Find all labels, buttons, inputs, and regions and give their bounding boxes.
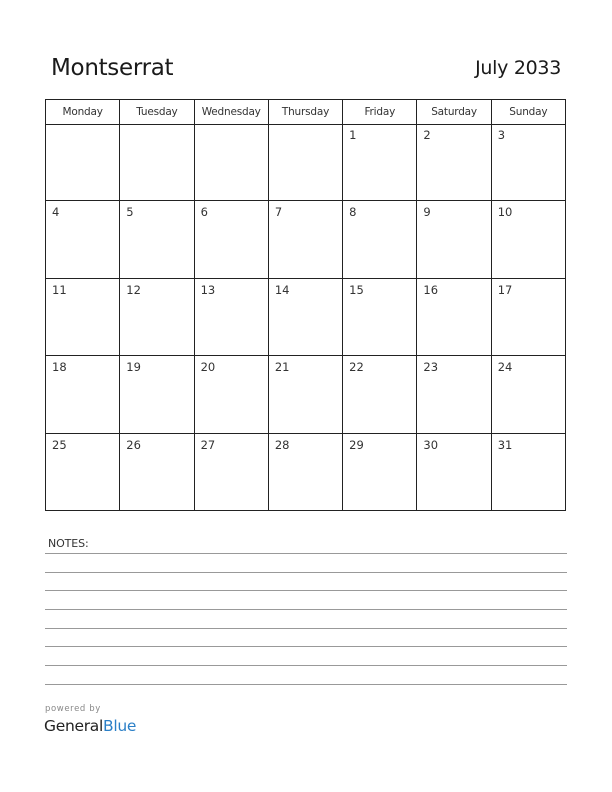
day-cell	[492, 124, 566, 201]
day-number: 1	[349, 128, 357, 142]
day-cell	[120, 201, 194, 278]
day-number: 7	[274, 205, 283, 220]
powered-by-text: powered by	[45, 704, 101, 714]
notes-line	[45, 609, 567, 610]
day-number: 25	[52, 437, 67, 452]
day-cell	[269, 124, 343, 201]
day-number: 5	[126, 205, 134, 220]
day-cell	[195, 279, 269, 356]
day-cell	[269, 434, 343, 511]
day-number: 19	[126, 360, 141, 375]
day-cell	[343, 356, 417, 433]
day-number: 13	[200, 282, 216, 297]
day-cell	[195, 124, 269, 201]
day-number: 21	[274, 360, 290, 375]
weekday-header: Friday	[343, 100, 417, 125]
weekday-header: Tuesday	[120, 100, 194, 125]
day-cell	[343, 124, 417, 201]
day-number: 6	[200, 205, 208, 220]
notes-line	[45, 572, 567, 573]
notes-line	[45, 628, 567, 629]
day-number: 2	[423, 128, 431, 142]
calendar-title: Montserrat	[51, 55, 174, 81]
day-cell	[120, 124, 194, 201]
day-cell	[417, 279, 491, 356]
notes-label: NOTES:	[48, 537, 89, 550]
day-number: 3	[497, 128, 506, 142]
calendar-month: July 2033	[475, 57, 561, 79]
day-number: 8	[349, 205, 357, 220]
day-number: 14	[274, 282, 290, 297]
weekday-header: Monday	[46, 100, 120, 125]
day-cell	[46, 201, 120, 278]
notes-line	[45, 665, 567, 666]
day-cell	[46, 434, 120, 511]
day-cell	[46, 279, 120, 356]
day-cell	[269, 201, 343, 278]
weekday-header: Wednesday	[195, 100, 269, 125]
day-cell	[195, 201, 269, 278]
day-cell	[417, 124, 491, 201]
day-number: 11	[52, 282, 67, 297]
day-cell	[492, 279, 566, 356]
day-cell	[417, 201, 491, 278]
day-cell	[269, 279, 343, 356]
day-number: 9	[423, 205, 431, 220]
day-number: 10	[497, 205, 513, 220]
day-cell	[343, 279, 417, 356]
day-cell	[269, 356, 343, 433]
day-number: 12	[126, 282, 141, 297]
day-number: 30	[423, 437, 439, 452]
day-cell	[492, 356, 566, 433]
notes-line	[45, 684, 567, 685]
day-number: 23	[423, 360, 439, 375]
notes-line	[45, 646, 567, 647]
day-cell	[195, 434, 269, 511]
week-row	[46, 434, 566, 511]
notes-line	[45, 590, 567, 591]
weekday-header: Saturday	[417, 100, 491, 125]
day-cell	[195, 356, 269, 433]
week-row	[46, 279, 566, 356]
day-number: 26	[126, 437, 141, 452]
day-cell	[492, 434, 566, 511]
day-number: 31	[497, 437, 513, 452]
day-cell	[343, 201, 417, 278]
day-cell	[417, 356, 491, 433]
day-number: 22	[349, 360, 364, 375]
weekday-header: Thursday	[269, 100, 343, 125]
brand-logo-general: General	[44, 717, 103, 735]
weekday-header-row	[46, 100, 566, 124]
week-row	[46, 124, 566, 201]
calendar-grid	[45, 99, 566, 511]
day-cell	[120, 356, 194, 433]
day-number: 4	[52, 205, 60, 220]
day-number: 28	[274, 437, 290, 452]
weekday-header: Sunday	[492, 100, 566, 125]
day-number: 20	[200, 360, 216, 375]
day-number: 16	[423, 282, 439, 297]
week-row	[46, 201, 566, 278]
day-cell	[120, 434, 194, 511]
day-cell	[343, 434, 417, 511]
day-number: 24	[497, 360, 513, 375]
day-number: 29	[349, 437, 364, 452]
day-number: 15	[349, 282, 364, 297]
day-number: 17	[497, 282, 513, 297]
day-cell	[492, 201, 566, 278]
week-row	[46, 356, 566, 433]
brand-logo-blue: Blue	[102, 717, 137, 735]
day-number: 27	[200, 437, 216, 452]
day-cell	[417, 434, 491, 511]
day-number: 18	[52, 360, 67, 375]
day-cell	[46, 356, 120, 433]
day-cell	[120, 279, 194, 356]
brand-logo	[44, 717, 136, 735]
notes-line	[45, 553, 567, 554]
day-cell	[46, 124, 120, 201]
